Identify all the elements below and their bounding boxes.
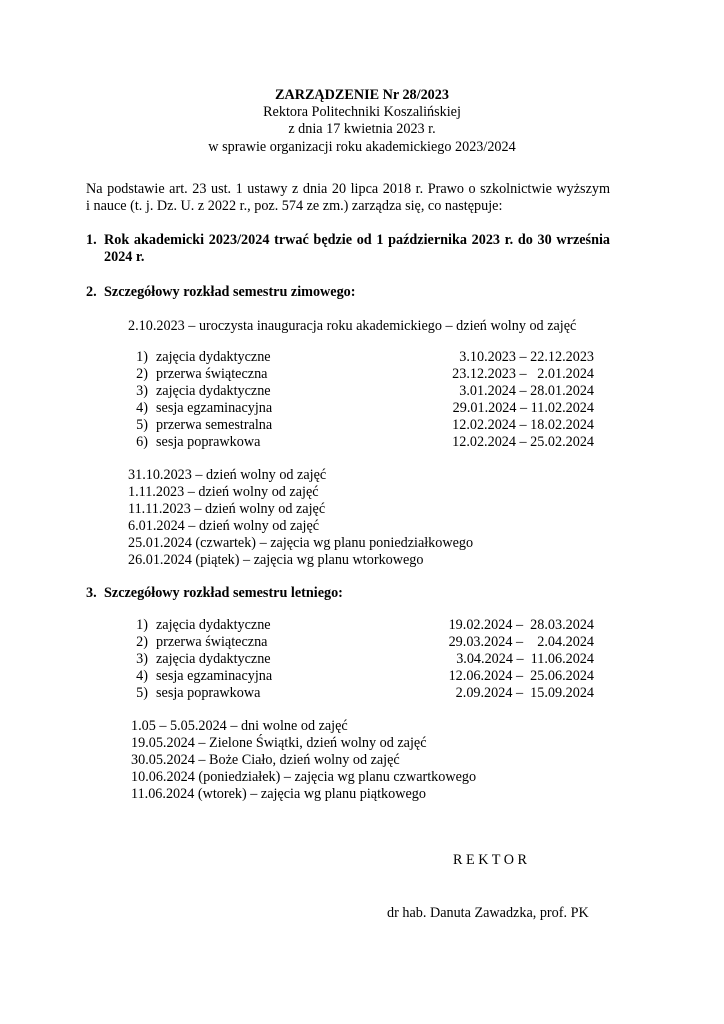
- schedule-row: [128, 417, 594, 434]
- item-dates: 2.09.2024 – 15.09.2024: [455, 685, 594, 701]
- item-number: 5): [136, 685, 148, 701]
- section-2-heading: Szczegółowy rozkład semestru zimowego:: [104, 284, 356, 300]
- intro-line-2: i nauce (t. j. Dz. U. z 2022 r., poz. 574 ze zm.) zarządza się, co następuje:: [86, 198, 503, 214]
- issuer-line: Rektora Politechniki Koszalińskiej: [263, 104, 461, 120]
- item-dates: 12.02.2024 – 18.02.2024: [452, 417, 594, 433]
- item-label: zajęcia dydaktyczne: [156, 651, 271, 667]
- list-item: 11.11.2023 – dzień wolny od zajęć: [128, 501, 326, 517]
- intro-line-1: Na podstawie art. 23 ust. 1 ustawy z dnia 20 lipca 2018 r. Prawo o szkolnictwie wyższym: [86, 181, 610, 197]
- inauguration-note: 2.10.2023 – uroczysta inauguracja roku akademickiego – dzień wolny od zajęć: [128, 318, 577, 334]
- section-3-number: 3.: [86, 585, 97, 601]
- schedule-row: [128, 366, 594, 383]
- schedule-row: [128, 383, 594, 400]
- section-2-number: 2.: [86, 284, 97, 300]
- item-dates: 12.02.2024 – 25.02.2024: [452, 434, 594, 450]
- item-dates: 29.03.2024 – 2.04.2024: [448, 634, 594, 650]
- signatory-name: dr hab. Danuta Zawadzka, prof. PK: [387, 905, 589, 921]
- list-item: 10.06.2024 (poniedziałek) – zajęcia wg planu czwartkowego: [131, 769, 477, 785]
- item-label: przerwa semestralna: [156, 417, 273, 433]
- schedule-row: [128, 685, 594, 702]
- item-number: 6): [136, 434, 148, 450]
- item-label: sesja poprawkowa: [156, 434, 261, 450]
- date-line: z dnia 17 kwietnia 2023 r.: [288, 121, 436, 137]
- item-dates: 23.12.2023 – 2.01.2024: [452, 366, 594, 382]
- schedule-row: [128, 668, 594, 685]
- schedule-row: [128, 400, 594, 417]
- item-dates: 12.06.2024 – 25.06.2024: [448, 668, 594, 684]
- signatory-title: R E K T O R: [453, 852, 527, 868]
- list-item: 30.05.2024 – Boże Ciało, dzień wolny od zajęć: [131, 752, 400, 768]
- item-label: sesja poprawkowa: [156, 685, 261, 701]
- item-label: zajęcia dydaktyczne: [156, 617, 271, 633]
- section-1-line-1: Rok akademicki 2023/2024 trwać będzie od 1 października 2023 r. do 30 września: [104, 232, 610, 248]
- schedule-row: [128, 617, 594, 634]
- item-dates: 3.01.2024 – 28.01.2024: [459, 383, 594, 399]
- list-item: 11.06.2024 (wtorek) – zajęcia wg planu piątkowego: [131, 786, 426, 802]
- section-1-number: 1.: [86, 232, 97, 248]
- document-title: ZARZĄDZENIE Nr 28/2023: [275, 87, 449, 103]
- item-dates: 19.02.2024 – 28.03.2024: [448, 617, 594, 633]
- item-number: 5): [136, 417, 148, 433]
- list-item: 31.10.2023 – dzień wolny od zajęć: [128, 467, 327, 483]
- item-number: 1): [136, 349, 148, 365]
- subject-line: w sprawie organizacji roku akademickiego 2023/2024: [208, 139, 516, 155]
- item-dates: 3.10.2023 – 22.12.2023: [459, 349, 594, 365]
- item-number: 1): [136, 617, 148, 633]
- list-item: 1.05 – 5.05.2024 – dni wolne od zajęć: [131, 718, 348, 734]
- item-number: 4): [136, 400, 148, 416]
- item-number: 4): [136, 668, 148, 684]
- list-item: 25.01.2024 (czwartek) – zajęcia wg planu poniedziałkowego: [128, 535, 474, 551]
- item-label: zajęcia dydaktyczne: [156, 383, 271, 399]
- list-item: 1.11.2023 – dzień wolny od zajęć: [128, 484, 319, 500]
- item-dates: 29.01.2024 – 11.02.2024: [452, 400, 594, 416]
- item-label: sesja egzaminacyjna: [156, 400, 273, 416]
- schedule-row: [128, 634, 594, 651]
- item-number: 2): [136, 366, 148, 382]
- schedule-row: [128, 434, 594, 451]
- item-number: 3): [136, 383, 148, 399]
- item-dates: 3.04.2024 – 11.06.2024: [456, 651, 594, 667]
- item-number: 2): [136, 634, 148, 650]
- item-label: przerwa świąteczna: [156, 366, 268, 382]
- item-label: zajęcia dydaktyczne: [156, 349, 271, 365]
- schedule-row: [128, 651, 594, 668]
- schedule-row: [128, 349, 594, 366]
- section-1-line-2: 2024 r.: [104, 249, 145, 265]
- list-item: 19.05.2024 – Zielone Świątki, dzień wolny od zajęć: [131, 735, 427, 751]
- list-item: 26.01.2024 (piątek) – zajęcia wg planu wtorkowego: [128, 552, 424, 568]
- list-item: 6.01.2024 – dzień wolny od zajęć: [128, 518, 320, 534]
- item-label: przerwa świąteczna: [156, 634, 268, 650]
- item-label: sesja egzaminacyjna: [156, 668, 273, 684]
- section-3-heading: Szczegółowy rozkład semestru letniego:: [104, 585, 343, 601]
- item-number: 3): [136, 651, 148, 667]
